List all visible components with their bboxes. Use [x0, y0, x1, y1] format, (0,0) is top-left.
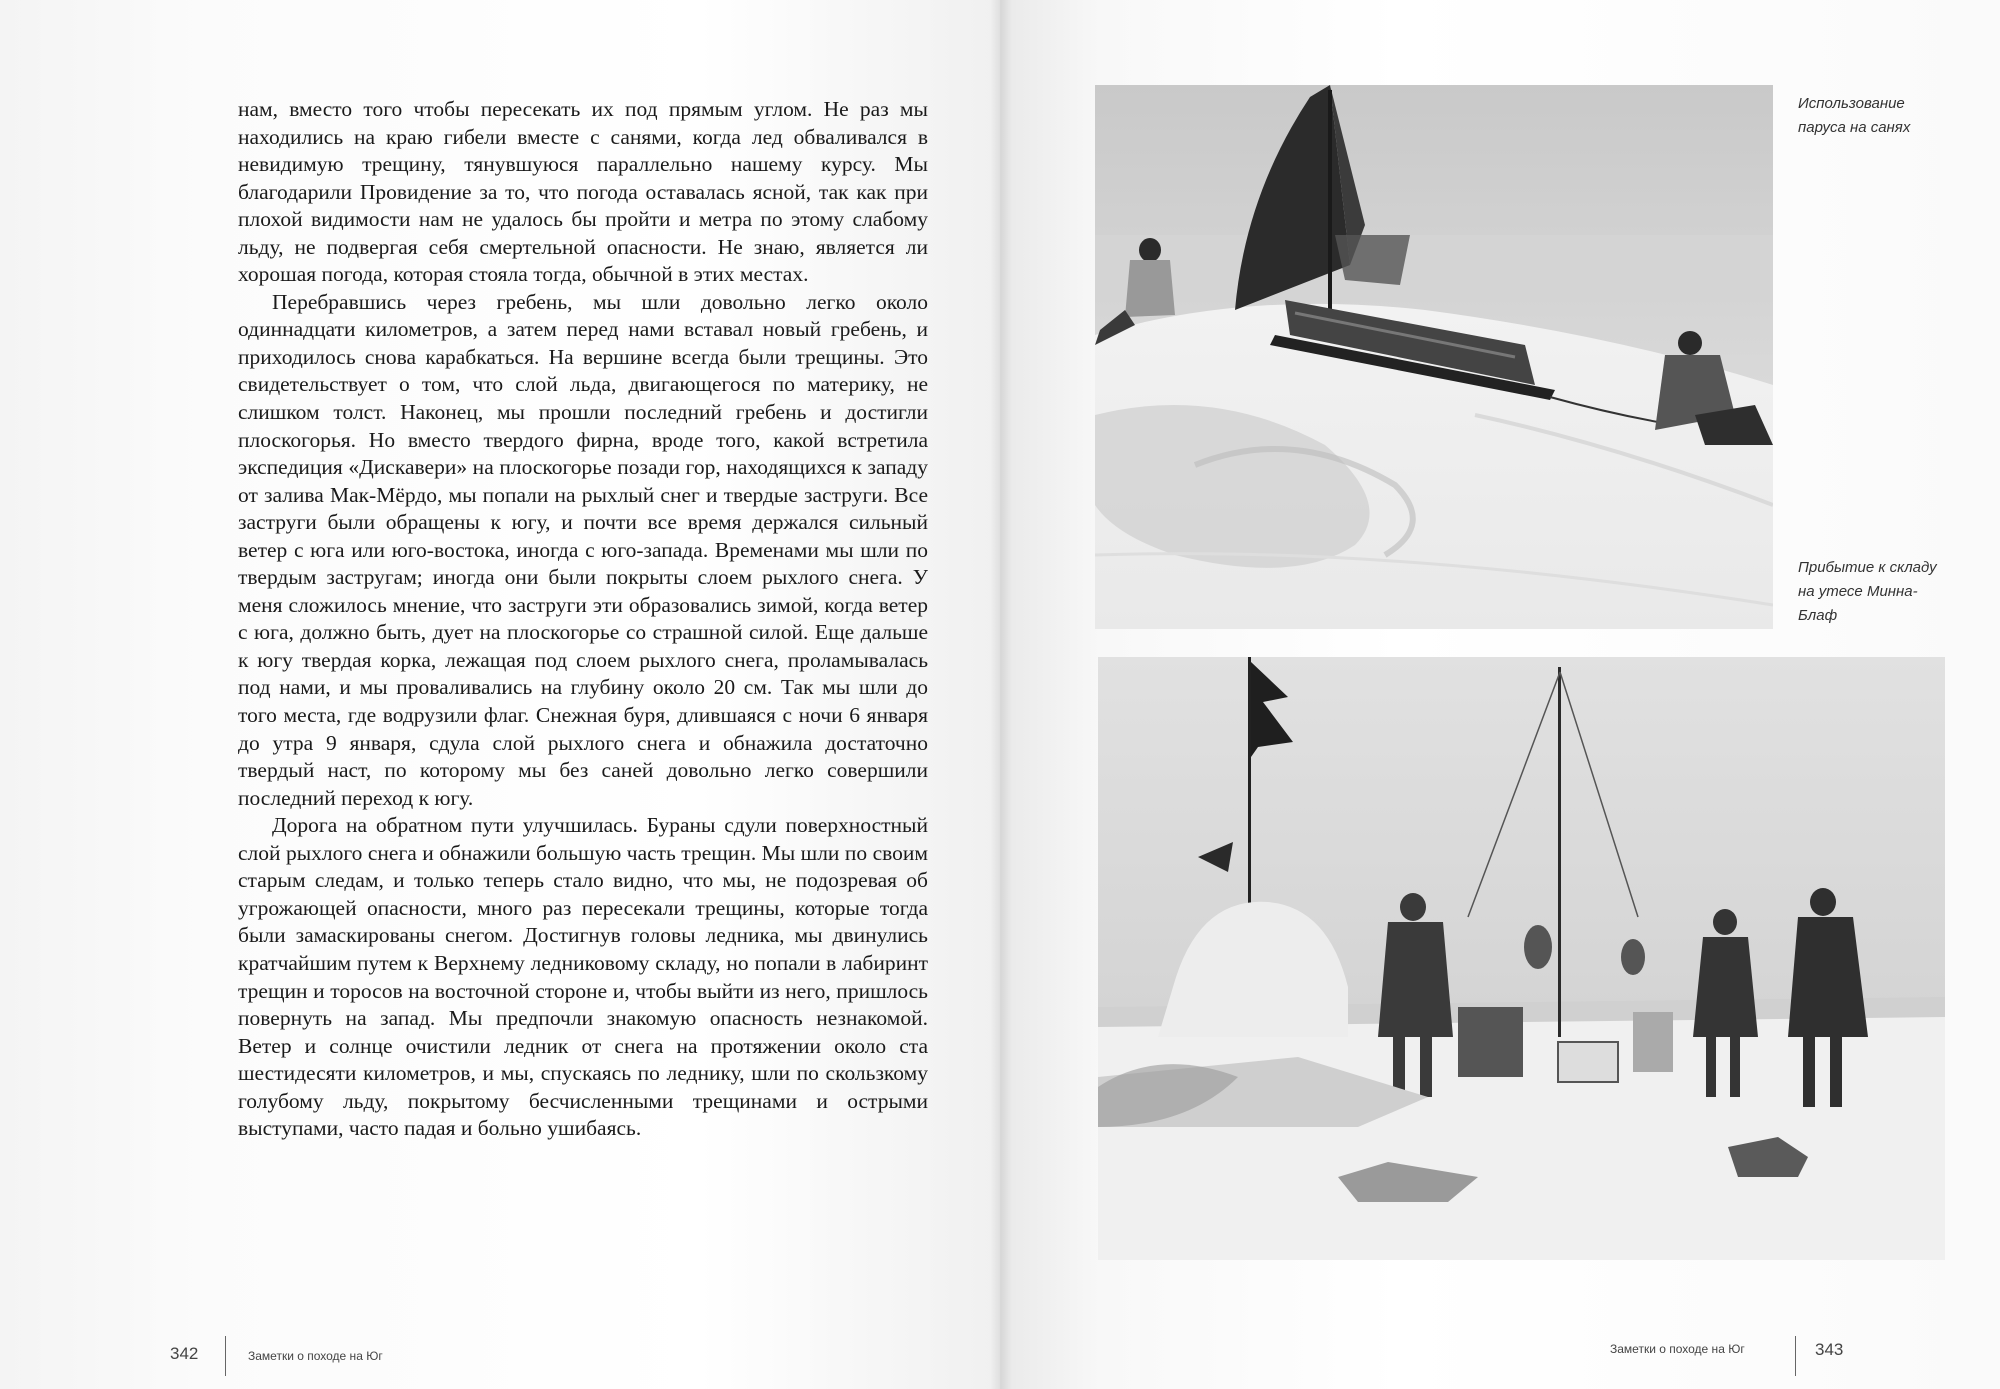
caption-line: Использование	[1798, 95, 1905, 112]
paragraph: нам, вместо того чтобы пересекать их под прямым углом. Не раз мы находились на краю гибели вместе с санями, когда лед обваливался в невидимую трещину, тянувшуюся параллельно нашему курсу. Мы благодарили Провидение за то, что погода оставалась ясной, так как при плохой видимости нам не удалось бы пройти и метра по этому слабому льду, не подвергая себя смертельной опасности. Не знаю, является ли хорошая погода, которая стояла тогда, обычной в этих местах.	[238, 97, 928, 287]
depot-arrival-image	[1098, 657, 1945, 1260]
paragraph: Перебравшись через гребень, мы шли довольно легко около одиннадцати километров, а затем перед нами вставал новый гребень, и приходилось снова карабкаться. На вершине всегда были трещины. Это свидетельствует о том, что слой льда, двигающегося по материку, не слишком толст. Наконец, мы прошли последний гребень и достигли плоскогорья. Но вместо твердого фирна, вроде того, какой встретила экспедиция «Дискавери» на плоскогорье позади гор, находящихся к западу от залива Мак-Мёрдо, мы попали на рыхлый снег и твердые заструги. Все заструги были обращены к югу, и почти все время держался сильный ветер с юга или юго-востока, иногда с юго-запада. Временами мы шли по твердым застругам; иногда они были покрыты слоем рыхлого снега. У меня сложилось мнение, что заструги эти образовались зимой, когда ветер с юга, должно быть, дует на плоскогорье со страшной силой. Еще дальше к югу твердая корка, лежащая под слоем рыхлого снега, проламывалась под нами, и мы проваливались на глубину около 20 см. Так мы шли до того места, где водрузили флаг. Снежная буря, длившаяся с ночи 6 января до утра 9 января, сдула слой рыхлого снега и обнажила достаточно твердый наст, по которому мы без саней довольно легко совершили последний переход к югу.	[238, 289, 928, 810]
sledge-sail-photo	[1095, 85, 1773, 629]
paragraph: Дорога на обратном пути улучшилась. Бураны сдули поверхностный слой рыхлого снега и обнажили большую часть трещин. Мы шли по своим старым следам, и только теперь стало видно, что мы, не подозревая об угрожающей опасности, много раз пересекали трещины, которые тогда были замаскированы снегом. Достигнув головы ледника, мы двинулись кратчайшим путем к Верхнему ледниковому складу, но попали в лабиринт трещин и торосов на восточной стороне и, чтобы выйти из него, пришлось повернуть на запад. Мы предпочли знакомую опасность незнакомой. Ветер и солнце очистили ледник от снега на протяжении около ста шестидесяти километров, и мы, спускаясь по леднику, шли по скользкому голубому льду, покрытому бесчисленными трещинами и острыми выступами, часто падая и больно ушибаясь.	[238, 813, 928, 1141]
folio-divider-left	[225, 1336, 226, 1376]
caption-line: Прибытие к складу	[1798, 559, 1937, 576]
caption-depot-arrival	[1798, 556, 1978, 628]
caption-line: паруса на санях	[1798, 119, 1911, 136]
running-title-right: Заметки о походе на Юг	[1610, 1342, 1745, 1356]
caption-line: Блаф	[1798, 607, 1838, 624]
caption-line: на утесе Минна-	[1798, 583, 1918, 600]
sledge-sail-image	[1095, 85, 1773, 629]
page-number-left: 342	[170, 1344, 199, 1363]
running-title-left: Заметки о походе на Юг	[248, 1349, 383, 1363]
body-text	[238, 96, 928, 1143]
depot-arrival-photo	[1098, 657, 1945, 1260]
page-number-right: 343	[1815, 1340, 1844, 1359]
folio-divider-right	[1795, 1336, 1796, 1376]
book-gutter	[990, 0, 1012, 1389]
caption-sledge-sail	[1798, 92, 1968, 140]
